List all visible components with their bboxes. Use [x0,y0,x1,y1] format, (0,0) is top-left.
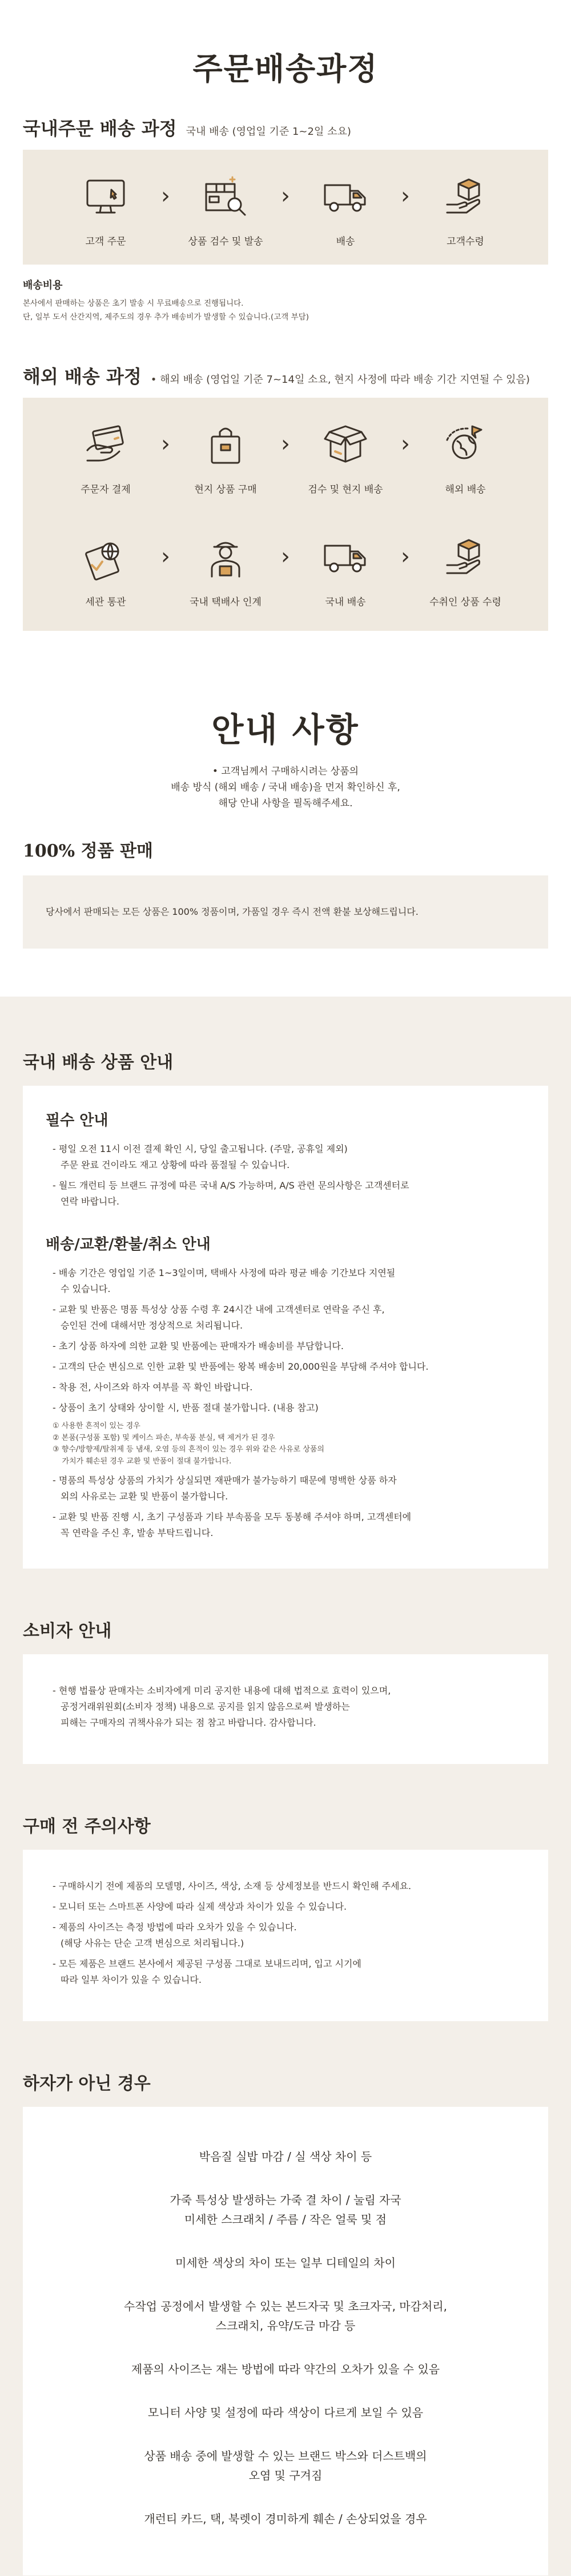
package-receive-icon [441,173,489,221]
list-item: - 명품의 특성상 상품의 가치가 상실되면 재판매가 불가능하기 때문에 명백한 상품 하자 외의 사유로는 교환 및 반품이 불가합니다. [53,1474,397,1502]
list-item: - 제품의 사이즈는 측정 방법에 따라 오차가 있을 수 있습니다. (해당 사유는 단순 고객 변심으로 처리됩니다.) [53,1921,297,1949]
overseas-heading-row [0,362,571,389]
truck-icon [321,173,369,221]
list-item: 제품의 사이즈는 재는 방법에 따라 약간의 오차가 있을 수 있음 [131,2362,440,2376]
step-label: 세관 통관 [85,596,126,608]
overseas-flow-row [63,533,508,608]
list-item: - 착용 전, 사이즈와 하자 여부를 꼭 확인 바랍니다. [53,1381,253,1393]
precaution-panel [23,1850,548,2021]
shipping-fee-info [0,265,571,325]
step-label: 현지 상품 구매 [194,483,257,495]
globe-plane-icon [441,421,489,469]
step-label: 해외 배송 [445,483,486,495]
courier-person-icon [202,533,250,581]
genuine-text: 당사에서 판매되는 모든 상품은 100% 정품이며, 가품일 경우 즉시 전액 환불 보상해드립니다. [46,906,419,917]
step-label: 수취인 상품 수령 [429,596,501,608]
chevron-right-icon: › [161,183,170,209]
list-item: - 모니터 또는 스마트폰 사양에 따라 실제 색상과 차이가 있을 수 있습니다. [53,1901,347,1912]
precaution-title: 구매 전 주의사항 [23,1816,151,1837]
monitor-icon [82,173,130,221]
step-label: 국내 배송 [325,596,366,608]
domestic-heading: 국내주문 배송 과정 [23,118,177,139]
list-item: 모니터 사양 및 설정에 따라 색상이 다르게 보일 수 있음 [147,2405,424,2419]
policy-list-2 [46,1473,525,1541]
list-item: 가죽 특성상 발생하는 가죽 결 차이 / 눌림 자국 미세한 스크래치 / 주름 / 작은 얼룩 및 점 [170,2193,401,2226]
list-item: - 상품이 초기 상태와 상이할 시, 반품 절대 불가합니다. (내용 참고) [53,1402,319,1413]
policy-list [46,1265,525,1416]
list-item: - 교환 및 반품은 명품 특성상 상품 수령 후 24시간 내에 고객센터로 연락을 주신 후, 승인된 건에 대해서만 정상적으로 처리됩니다. [53,1303,385,1331]
notice-line: 해당 안내 사항을 필독해주세요. [218,797,353,809]
chevron-right-icon: › [161,543,170,570]
step-delivery [303,173,388,247]
overseas-heading: 해외 배송 과정 [23,365,142,387]
step-customer-order [63,173,148,247]
chevron-right-icon: › [281,183,290,209]
list-item: 개런티 카드, 택, 북렛이 경미하게 훼손 / 손상되었을 경우 [144,2511,427,2526]
notice-line: • 고객님께서 구매하시려는 상품의 [212,765,359,777]
list-item: 미세한 색상의 차이 또는 일부 디테일의 차이 [175,2255,396,2270]
domestic-subheading: 국내 배송 (영업일 기준 1~2일 소요) [186,126,351,138]
chevron-right-icon: › [281,430,290,457]
passport-customs-icon [82,533,130,581]
list-item: - 모든 제품은 브랜드 본사에서 제공된 구성품 그대로 보내드리며, 입고 시기에 따라 일부 차이가 있을 수 있습니다. [53,1958,361,1985]
consumer-list [46,1683,525,1731]
step-label: 검수 및 현지 배송 [308,483,383,495]
domestic-flow [23,150,548,265]
not-defect-title: 하자가 아닌 경우 [23,2073,151,2094]
list-item: 박음질 실밥 마감 / 실 색상 차이 등 [199,2149,372,2163]
must-list [46,1141,525,1210]
policy-subitem: ① 사용한 흔적이 있는 경우 [53,1421,140,1430]
consumer-title: 소비자 안내 [23,1621,112,1641]
notice-line: 배송 방식 (해외 배송 / 국내 배송)을 먼저 확인하신 후, [171,781,400,793]
overseas-subheading: • 해외 배송 (영업일 기준 7~14일 소요, 현지 사정에 따라 배송 기간 지연될 수 있음) [150,373,530,386]
chevron-right-icon: › [281,543,290,570]
card-payment-icon [82,421,130,469]
shipping-fee-line: 본사에서 판매하는 상품은 초기 발송 시 무료배송으로 진행됩니다. [23,299,244,308]
box-inspect-icon [202,173,250,221]
chevron-right-icon: › [161,430,170,457]
step-payment [63,421,148,495]
step-domestic-delivery [303,533,388,608]
step-customer-receive [423,173,508,247]
step-label: 주문자 결제 [81,483,131,495]
notice-title: 안내 사항 [211,710,360,749]
step-label: 고객 주문 [85,236,126,247]
step-overseas-ship [423,421,508,495]
not-defect-panel [23,2107,548,2575]
genuine-box [23,875,548,949]
must-title: 필수 안내 [46,1111,108,1129]
domestic-guide-title: 국내 배송 상품 안내 [23,1052,174,1073]
step-local-purchase [183,421,268,495]
overseas-flow [23,398,548,631]
open-box-icon [321,421,369,469]
list-item: - 평일 오전 11시 이전 결제 확인 시, 당일 출고됩니다. (주말, 공휴일 제외) 주문 완료 건이라도 재고 상황에 따라 품절될 수 있습니다. [53,1143,348,1170]
guide-section [0,997,571,2576]
chevron-right-icon: › [401,543,410,570]
step-inspect-local [303,421,388,495]
precaution-list [46,1878,525,1988]
list-item: - 구매하시기 전에 제품의 모델명, 사이즈, 색상, 소재 등 상세정보를 반드시 확인해 주세요. [53,1880,412,1891]
domestic-guide-panel [23,1086,548,1569]
step-recipient-receive [423,533,508,608]
shipping-fee-line: 단, 일부 도서 산간지역, 제주도의 경우 추가 배송비가 발생할 수 있습니다.(고객 부담) [23,313,309,322]
package-receive-icon [441,533,489,581]
shipping-fee-title: 배송비용 [23,279,63,291]
list-item: - 초기 상품 하자에 의한 교환 및 반품에는 판매자가 배송비를 부담합니다. [53,1340,344,1351]
notice-subtext [0,763,571,811]
chevron-right-icon: › [401,430,410,457]
list-item: 수작업 공정에서 발생할 수 있는 본드자국 및 초크자국, 마감처리, 스크래치, 유약/도금 마감 등 [124,2299,447,2333]
step-inspect-ship [183,173,268,247]
step-courier-handover [183,533,268,608]
list-item: - 현행 법률상 판매자는 소비자에게 미리 공지한 내용에 대해 법적으로 효력이 있으며, 공정거래위원회(소비자 정책) 내용으로 공지를 읽지 않음으로써 발생하는 피해는 구매자의 귀책사유가 되는 점 참고 바랍니다. 감사합니다. [53,1685,391,1728]
genuine-title: 100% 정품 판매 [23,841,153,861]
policy-subitems [46,1421,525,1468]
policy-subitem: 가치가 훼손된 경우 교환 및 반품이 절대 불가합니다. [53,1457,232,1466]
step-label: 상품 검수 및 발송 [188,236,263,247]
truck-icon [321,533,369,581]
domestic-heading-row [0,114,571,141]
shopping-bag-icon [202,421,250,469]
overseas-flow-row [63,421,508,495]
consumer-panel [23,1654,548,1764]
step-label: 배송 [336,236,355,247]
policy-subitem: ② 본품(구성품 포함) 및 케이스 파손, 부속품 분실, 택 제거가 된 경우 [53,1433,275,1442]
list-item: - 월드 개런티 등 브랜드 규정에 따른 국내 A/S 가능하며, A/S 관련 문의사항은 고객센터로 연락 바랍니다. [53,1179,409,1207]
policy-title: 배송/교환/환불/취소 안내 [46,1235,211,1253]
chevron-right-icon: › [401,183,410,209]
step-label: 고객수령 [447,236,484,247]
list-item: - 배송 기간은 영업일 기준 1~3일이며, 택배사 사정에 따라 평균 배송 기간보다 지연될 수 있습니다. [53,1267,396,1294]
list-item: - 고객의 단순 변심으로 인한 교환 및 반품에는 왕복 배송비 20,000원을 부담해 주셔야 합니다. [53,1361,429,1372]
list-item: 상품 배송 중에 발생할 수 있는 브랜드 박스와 더스트백의 오염 및 구겨짐 [144,2449,427,2482]
step-label: 국내 택배사 인계 [190,596,262,608]
list-item: - 교환 및 반품 진행 시, 초기 구성품과 기타 부속품을 모두 동봉해 주셔야 하며, 고객센터에 꼭 연락을 주신 후, 발송 부탁드립니다. [53,1511,412,1538]
step-customs [63,533,148,608]
policy-subitem: ③ 향수/방향제/탈취제 등 냄새, 오염 등의 흔적이 있는 경우 위와 같은 사유로 상품의 [53,1445,324,1454]
page-title: 주문배송과정 [192,50,379,87]
